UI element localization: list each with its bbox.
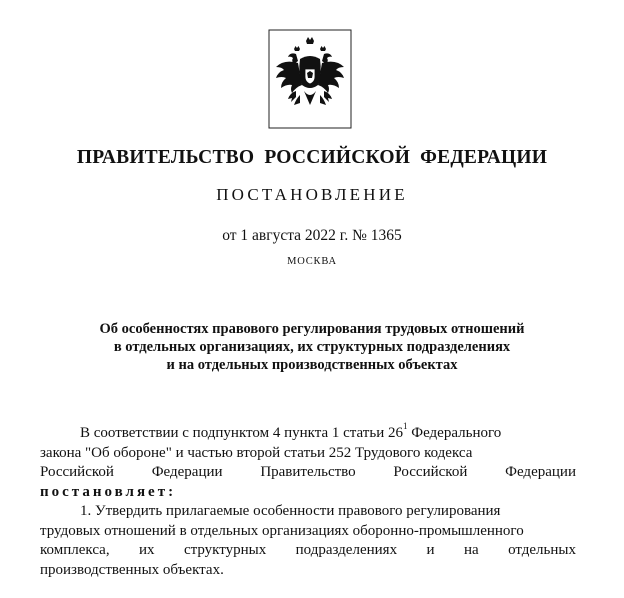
text-segment: производственных объектах. xyxy=(40,561,224,578)
double-headed-eagle-icon xyxy=(268,29,352,129)
word: Федерации xyxy=(505,464,576,480)
word: структурных xyxy=(183,542,267,558)
word: и xyxy=(426,542,435,558)
document-heading xyxy=(60,320,564,374)
text-segment: В соответствии с подпунктом 4 пункта 1 статьи $26^1$ Федерального xyxy=(80,421,502,441)
superscript: 1 xyxy=(402,421,408,431)
heading-line: в отдельных организациях, их структурных подразделениях xyxy=(113,339,511,355)
paragraph-line xyxy=(40,561,576,581)
word: Российской xyxy=(40,464,114,480)
word: Правительство xyxy=(260,464,356,480)
coat-of-arms-emblem xyxy=(268,29,352,129)
decree-verb: постановляет: xyxy=(40,483,177,500)
word: Российской xyxy=(393,464,468,480)
document-body xyxy=(40,421,576,580)
paragraph-line xyxy=(40,421,576,444)
heading-line: и на отдельных производственных объектах xyxy=(166,357,458,373)
word: отдельных xyxy=(508,542,576,558)
paragraph-line-justified xyxy=(40,463,576,483)
heading-line: Об особенностях правового регулирования трудовых отношений xyxy=(99,321,525,337)
paragraph-line-justified xyxy=(40,541,576,561)
document-type: ПОСТАНОВЛЕНИЕ xyxy=(216,185,408,204)
word: их xyxy=(139,542,155,558)
word: на xyxy=(463,542,479,558)
word: комплекса, xyxy=(40,542,110,558)
paragraph-line xyxy=(40,522,576,542)
document-city: МОСКВА xyxy=(287,256,337,267)
paragraph-line xyxy=(40,483,576,503)
text-segment: 1. Утвердить прилагаемые особенности правового регулирования xyxy=(80,503,501,519)
document-date-number: от 1 августа 2022 г. № 1365 xyxy=(222,227,402,244)
text-segment: трудовых отношений в отдельных организациях оборонно-промышленного xyxy=(40,522,524,539)
paragraph-line xyxy=(40,444,576,464)
paragraph-line xyxy=(40,502,576,522)
text-segment: закона "Об обороне" и частью второй статьи 252 Трудового кодекса xyxy=(40,444,473,461)
word: Федерации xyxy=(151,464,223,480)
government-title: ПРАВИТЕЛЬСТВО РОССИЙСКОЙ ФЕДЕРАЦИИ xyxy=(76,147,548,168)
word: подразделениях xyxy=(295,542,398,558)
